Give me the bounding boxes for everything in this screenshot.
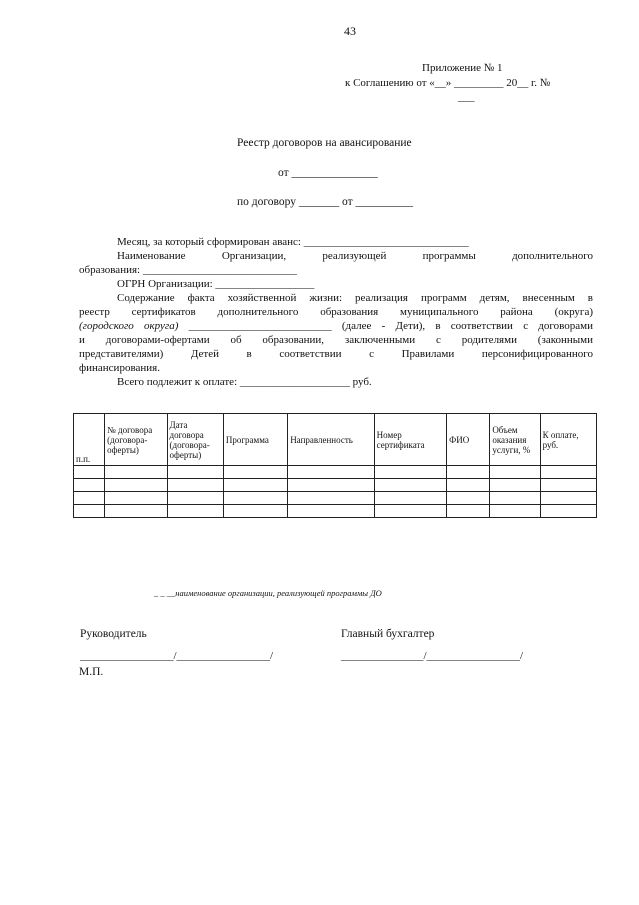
contract-line: по договору _______ от __________ bbox=[237, 196, 414, 208]
registry-table bbox=[73, 413, 597, 518]
col-header-contract-date: Дата договора (договора-оферты) bbox=[167, 414, 223, 466]
page-number: 43 bbox=[344, 24, 356, 38]
table-row bbox=[74, 505, 597, 518]
content-line-5: представителями) Детей в соответствии с Правилами персонифицированного bbox=[79, 348, 593, 360]
accountant-signature-line: _______________/_________________/ bbox=[341, 650, 524, 662]
table-row bbox=[74, 492, 597, 505]
col-header-num: п.п. bbox=[74, 414, 105, 466]
table-header-row bbox=[74, 414, 597, 466]
content-line-3-italic: (городского округа) bbox=[79, 320, 179, 332]
content-line-6: финансирования. bbox=[79, 362, 160, 374]
stamp-place: М.П. bbox=[79, 666, 104, 678]
table-row bbox=[74, 466, 597, 479]
organization-caption: _ _ __наименование организации, реализующей программы ДО bbox=[154, 588, 382, 598]
ogrn-line: ОГРН Организации: __________________ bbox=[117, 278, 315, 290]
date-line: от _______________ bbox=[278, 167, 378, 179]
col-header-contract-no: № договора (договора-оферты) bbox=[105, 414, 167, 466]
accountant-label: Главный бухгалтер bbox=[341, 628, 435, 640]
org-name-line-1: Наименование Организации, реализующей программы дополнительного bbox=[117, 250, 593, 262]
col-header-payment: К оплате, руб. bbox=[540, 414, 596, 466]
month-line: Месяц, за который сформирован аванс: ______________________________ bbox=[117, 236, 469, 248]
total-line: Всего подлежит к оплате: ____________________ руб. bbox=[117, 376, 372, 388]
col-header-direction: Направленность bbox=[288, 414, 374, 466]
head-signature-line: _________________/_________________/ bbox=[80, 650, 274, 662]
col-header-program: Программа bbox=[223, 414, 287, 466]
content-line-3-text: __________________________ (далее - Дети), в соответствии с договорами bbox=[188, 320, 593, 332]
document-title: Реестр договоров на авансирование bbox=[237, 137, 412, 149]
head-label: Руководитель bbox=[80, 628, 147, 640]
body-section bbox=[79, 235, 593, 389]
col-header-volume: Объем оказания услуги, % bbox=[490, 414, 540, 466]
content-line-2-text: реестр сертификатов дополнительного образования муниципального района (округа) bbox=[79, 306, 593, 318]
table-row bbox=[74, 479, 597, 492]
org-name-line-2: образования: ____________________________ bbox=[79, 264, 297, 276]
col-header-certificate: Номер сертификата bbox=[374, 414, 446, 466]
content-line-1: Содержание факта хозяйственной жизни: реализация программ детям, внесенным в bbox=[117, 292, 593, 304]
content-line-3 bbox=[79, 319, 593, 333]
content-line-2 bbox=[79, 305, 593, 319]
appendix-number-blank: ___ bbox=[458, 91, 475, 103]
appendix-label: Приложение № 1 bbox=[422, 62, 503, 74]
content-line-4: и договорами-офертами об образовании, заключенными с родителями (законными bbox=[79, 334, 593, 346]
col-header-fio: ФИО bbox=[447, 414, 490, 466]
appendix-agreement-ref: к Соглашению от «__» _________ 20__ г. № bbox=[345, 77, 551, 89]
